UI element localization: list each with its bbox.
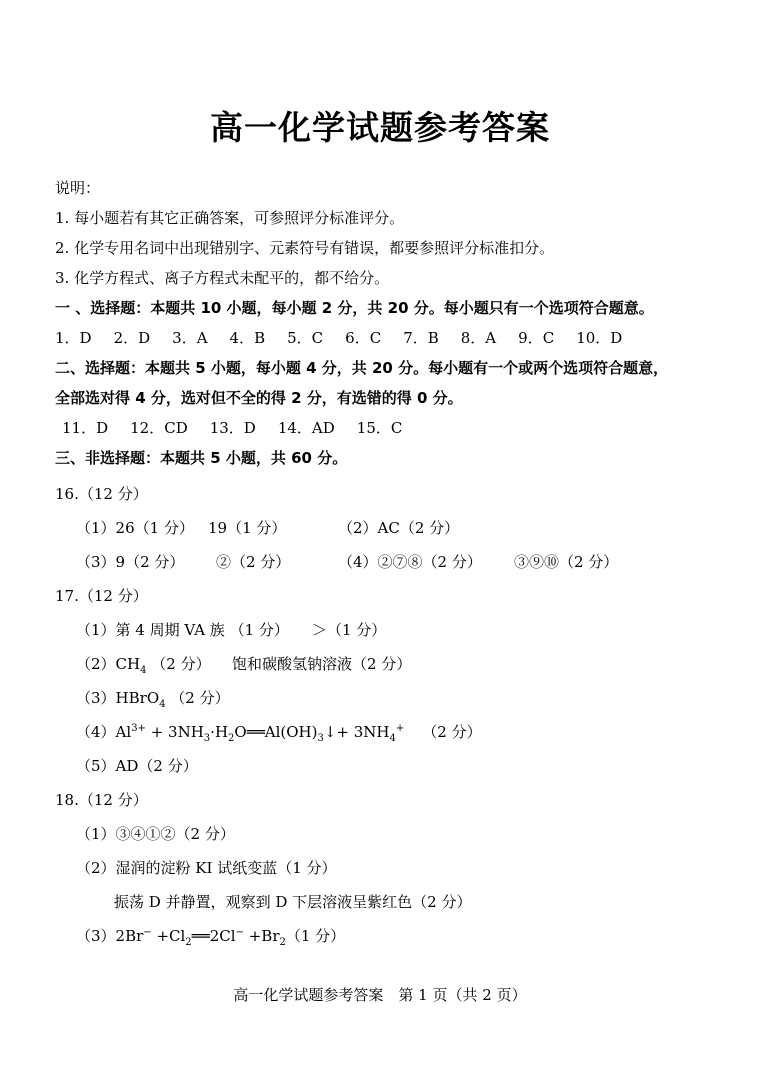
- q17-part1: （1）第 4 周期 VA 族 （1 分）: [76, 621, 289, 639]
- section3-heading: 三、非选择题：本题共 5 小题，共 60 分。: [55, 449, 348, 467]
- answer-1: 1．D: [55, 329, 92, 347]
- answer-14: 14．AD: [277, 419, 335, 437]
- section2-answers: [62, 418, 424, 438]
- q16-part4: （4）②⑦⑧（2 分）: [338, 553, 482, 571]
- q16-part2: （2）AC（2 分）: [338, 519, 460, 537]
- q17-part2: $(2)CH_4$ （2 分）: [76, 655, 211, 676]
- note-item-3: 3. 化学方程式、离子方程式未配平的，都不给分。: [55, 269, 390, 287]
- answer-15: 15．C: [356, 419, 403, 437]
- answer-13: 13．D: [209, 419, 256, 437]
- answer-11: 11．D: [62, 419, 109, 437]
- section2-heading-line2: 全部选对得 4 分，选对但不全的得 2 分，有选错的得 0 分。: [55, 389, 463, 407]
- q16-heading: 16.（12 分）: [55, 485, 148, 503]
- section1-answers: [55, 328, 644, 348]
- answer-2: 2．D: [113, 329, 151, 347]
- q17-part4-equation: $(4)Al^{3+}$ + $3NH_3\cdot H_2O══Al(OH)_3↓+ 3NH_4^+$ （2 分）: [76, 723, 482, 744]
- answer-8: 8．A: [460, 329, 497, 347]
- answer-3: 3．A: [172, 329, 208, 347]
- q16-part4-b: ③⑨⑩（2 分）: [514, 553, 619, 571]
- q16-part3-b: ②（2 分）: [216, 553, 291, 571]
- q18-part2: （2）湿润的淀粉 KI 试纸变蓝（1 分）: [76, 859, 337, 877]
- q17-part3: （3）HBrO$_4$ （2 分）: [76, 689, 230, 710]
- answer-12: 12．CD: [130, 419, 188, 437]
- note-item-1: 1. 每小题若有其它正确答案，可参照评分标准评分。: [55, 209, 405, 227]
- answer-7: 7．B: [403, 329, 439, 347]
- answer-10: 10．D: [576, 329, 623, 347]
- notes-heading: 说明：: [55, 179, 101, 197]
- answer-4: 4．B: [229, 329, 266, 347]
- page-footer: 高一化学试题参考答案 第 1 页（共 2 页）: [233, 986, 527, 1004]
- note-item-2: 2. 化学专用名词中出现错别字、元素符号有错误，都要参照评分标准扣分。: [55, 239, 555, 257]
- section2-heading-line1: 二、选择题：本题共 5 小题，每小题 4 分，共 20 分。每小题有一个或两个选项符合题意，: [55, 359, 669, 377]
- q17-part5: （5）AD（2 分）: [76, 757, 198, 775]
- q18-heading: 18.（12 分）: [55, 791, 148, 809]
- q16-part3: （3）9（2 分）: [76, 553, 185, 571]
- answer-6: 6．C: [345, 329, 382, 347]
- q16-part1-b: 19（1 分）: [208, 519, 287, 537]
- q17-heading: 17.（12 分）: [55, 587, 148, 605]
- q17-part2-b: 饱和碳酸氢钠溶液（2 分）: [232, 655, 412, 673]
- page-title: 高一化学试题参考答案: [210, 108, 550, 147]
- answer-9: 9．C: [518, 329, 555, 347]
- q18-part1: （1）③④①②（2 分）: [76, 825, 235, 843]
- answer-5: 5．C: [287, 329, 324, 347]
- q18-part3-equation: $(3)2Br^- +Cl_2══2Cl^- +Br_2(1$ 分）: [76, 927, 346, 948]
- q17-part1-b: ＞（1 分）: [312, 621, 387, 639]
- q16-part1: （1）26（1 分）: [76, 519, 194, 537]
- section1-heading: 一 、选择题：本题共 10 小题，每小题 2 分，共 20 分。每小题只有一个选项符合题意。: [55, 299, 654, 317]
- q18-part2-b: 振荡 D 并静置，观察到 D 下层溶液呈紫红色（2 分）: [114, 893, 472, 911]
